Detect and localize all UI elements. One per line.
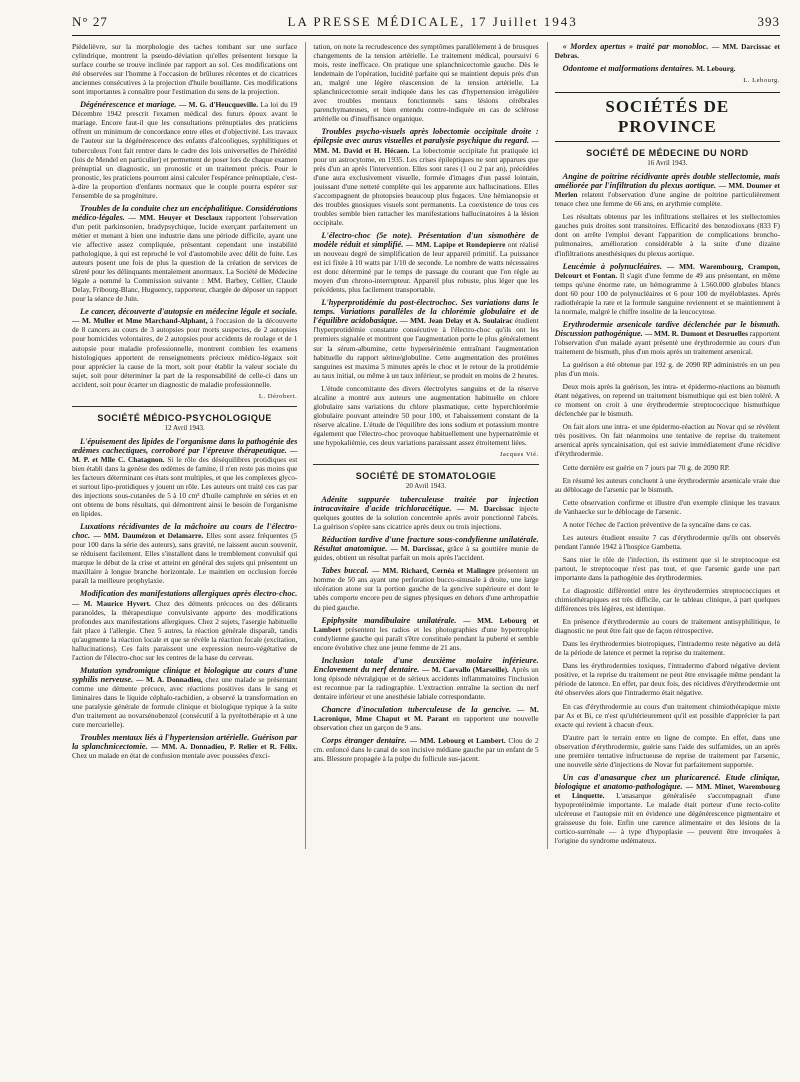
abstract-text: en rapportent une nouvelle observation chez un garçon de 9 ans. bbox=[313, 714, 539, 733]
abstract-title: Leucémie à polynucléaires. bbox=[562, 261, 667, 271]
paragraph: Les résultats obtenus par les infiltrations stellaires et les stellectomies gauches puis droites sont transitoires. Efficacité des benzodioxans (833 F) dont on arrête l'emploi devant l'apparition de complications broncho-pulmonaires, amélioration considérable à la suite d'une dizaine d'infiltrations anesthésiques du plexus aortique. bbox=[554, 212, 780, 258]
abstract-authors: M. Lebourg. bbox=[696, 64, 736, 74]
abstract-authors: — MM. Jean Delay et A. Soulairac bbox=[400, 316, 515, 326]
abstract-entry bbox=[555, 172, 780, 208]
section-date: 20 Avril 1943. bbox=[405, 482, 447, 491]
abstract-title: Inclusion totale d'une deuxième molaire inférieure. Enclavement du nerf dentaire. bbox=[313, 655, 539, 674]
abstract-entry bbox=[555, 42, 780, 60]
abstract-text: Il s'agit d'une femme de 49 ans présentant, en même temps qu'une énorme rate, un hémogramme à 1.560.000 globules blancs dont 60 pour 100 de polynucléaires et 6 pour 100 de myéloblastes. Après radiothérapie la rate et la formule sanguine reviennent et se maintiennent à la normale, malgré le chiffre insolite de la leucocytose. bbox=[554, 270, 780, 316]
paragraph: Les auteurs étudient ensuite 7 cas d'érythrodermie qu'ils ont observés pendant l'année 1942 à l'hospice Gambetta. bbox=[554, 532, 780, 551]
abstract-authors: — MM. Lapipe et Rondepierre bbox=[405, 239, 508, 249]
abstract-authors: — M. Darcissac, bbox=[390, 544, 448, 554]
abstract-entry bbox=[313, 656, 538, 701]
paragraph: A noter l'échec de l'action préventive de la syncaïne dans ce cas. bbox=[562, 519, 752, 529]
paragraph: On fait alors une intra- et une épidermo-réaction au Novar qui se révèlent très positives. On fait néanmoins une tentative de reprise du traitement arsenical après syncainisation, qui est suivie immédiatement d'une récidive d'érythrodermie. bbox=[554, 422, 780, 459]
abstract-title: Troubles mentaux liés à l'hypertension artérielle. Guérison par la splanchnicectomie. bbox=[72, 733, 298, 752]
abstract-authors: — MM. R. Dumont et Desruelles bbox=[644, 328, 750, 338]
abstract-entry bbox=[555, 64, 780, 73]
paragraph: Deux mois après la guérison, les intra- et épidermo-réactions au bismuth étant négatives, on reprend un traitement bismuthique qui est bien toléré. A ce moment on croit à une érythrodermie streptococcique bismuthique déclenchée par le bismuth. bbox=[554, 382, 780, 419]
abstract-text: rapportent l'observation d'un petit parkinsonien, bradypsychique, lucide exerçant parfaitement un métier et menant à bien une industrie dans une période difficile, ayant une vie affective assez compliquée, présentant cependant une instabilité pathologique, à qui est reproché le vol d'automobile avec délit de fuite. Les auteurs posent une fois de plus la question de la création de services de sûreté pour les délinquants mentalement anormaux. La Société de Médecine légale a nommé la Commission suivante : MM. Barbey, Cellier, Claude Delay, Fribourg-Blanc, Huguency, rapporteur, chargée de déposer un rapport pour la séance de Juin. bbox=[72, 212, 298, 304]
abstract-text: Elles sont assez fréquentes (5 pour 100 dans la série des auteurs), sans gravité, ne laissent aucun souvenir, se réduisent facilement. Elles s'installent dans le tremblement convulsif qui marque le début de la crise et atteint en général des sujets qui présentent un maxillaire à longue branche horizontale. Le maintien en occlusion forcée paraît la meilleure prophylaxie. bbox=[72, 531, 298, 586]
abstract-authors: — M. Carvallo (Marseille). bbox=[422, 664, 512, 674]
abstract-title: Erythrodermie arsenicale tardive déclenchée par le bismuth. Discussion pathogénique. bbox=[554, 319, 780, 338]
abstract-authors: — MM. Warembourg, Crampon, Delcourt et Fontan. bbox=[554, 261, 780, 280]
abstract-title: Corps étranger dentaire. bbox=[321, 736, 410, 746]
abstract-title: Angine de poitrine récidivante après double stellectomie, mais améliorée par l'infiltration du plexus aortique. bbox=[554, 172, 780, 191]
abstract-entry bbox=[313, 127, 538, 227]
abstract-text: présentent les radios et les photographies d'une hypertrophie condylienne gauche qui paraît s'être constituée pendant la puberté et semble encore évolutive chez une jeune femme de 21 ans. bbox=[313, 624, 539, 652]
abstract-text: ont réalisé un nouveau degré de simplification de leur appareil primitif. La puissance est ici fixée à 10 watts par 1/10 de seconde. Le nombre de watts nécessaires est donc déterminé par le temps de passage du courant que l'on règle au moyen d'un chrono-interrupteur. Appareil plus robuste, plus léger que les précédents, plus facilement transportable. bbox=[313, 239, 539, 295]
abstract-title: Réduction tardive d'une fracture sous-condylienne unilatérale. Résultat anatomique. bbox=[313, 535, 539, 554]
abstract-title: Modification des manifestations allergiques après électro-choc. bbox=[80, 589, 298, 599]
paragraph: Dans les érythrodermies toxiques, l'intradermo d'abord négative devient positive, et la reprise du traitement ne peut être envisagée même pendant la période de latence. En effet, par deux fois, des récidives d'érythrodermie ont été observées alors que l'intradermo était négative. bbox=[554, 661, 780, 698]
abstract-title: L'épuisement des lipides de l'organisme dans la pathogénie des œdèmes cachectiques, corroboré par l'épreuve thérapeutique. bbox=[72, 436, 298, 455]
section-heading: SOCIÉTÉ DE MÉDECINE DU NORD bbox=[586, 148, 749, 159]
section-date: 12 Avril 1943. bbox=[164, 423, 205, 432]
abstract-title: Le cancer, découverte d'autopsie en médecine légale et sociale. bbox=[80, 307, 298, 317]
abstract-title: Epiphysite mandibulaire unilatérale. bbox=[321, 615, 464, 625]
abstract-authors: — MM. Minet, Warembourg et Linquette. bbox=[554, 781, 780, 800]
abstract-text: injecte quelques gouttes de la solution concentrée après avoir ponctionné l'abcès. La guérison s'opère sans cicatrice après deux ou trois injections. bbox=[313, 504, 539, 532]
section-rule bbox=[72, 406, 297, 407]
abstract-entry bbox=[313, 535, 538, 562]
abstract-authors: — M. A. Donnadieu, bbox=[136, 674, 206, 684]
paragraph: L'étude concomitante des divers électrolytes sanguins et de la réserve alcaline a montré aux auteurs une augmentation habituelle en chlore globulaire sans variations du chlore plasmatique, cette hyperchlorémie globulaire pouvant atteindre 50 pour 100, et l'abaissement constant de la réserve alcaline. L'étude de l'équilibre des ions sodium et potassium montre également que l'électro-choc provoque habituellement une hypernatrémie et une hypokaliémie, ces deux variations paraissant assez étroitement liées. bbox=[313, 383, 539, 447]
paragraph: D'autre part le terrain entre en ligne de compte. En effet, dans une observation d'érythrodermie, guérie sans l'aide des sulfamides, un an après une première tentative infructueuse de reprise de traitement par l'arsenic, une nouvelle série d'injections de Novar fut parfaitement supportée. bbox=[554, 732, 780, 769]
abstract-title: « Mordex apertus » traité par monobloc. bbox=[562, 42, 712, 51]
paragraph: Piédelièvre, sur la morphologie des taches tombant sur une surface cylindrique, montrent la pseudo-déviation qu'elles présentent lorsque la surface courbe se trouve inclinée par rapport au sol. Ces modifications ont été observées sur l'homme à l'occasion de brûlures récentes et de cicatrices anciennes consécutives à la projection d'huile bouillante. Ces modifications sont importantes à connaître pour l'estimation du sens de la projection. bbox=[72, 42, 298, 97]
abstract-entry bbox=[313, 298, 538, 379]
abstract-authors: — M. Darcissac bbox=[456, 504, 520, 514]
abstract-title: Troubles psycho-visuels après lobectomie occipitale droite : épilepsie avec auras visuelles et paralysie psychique du regard. bbox=[313, 127, 539, 146]
abstract-title: L'hyperprotidémie du post-électrochoc. Ses variations dans le temps. Variations parallèles de la chlorémie globulaire et de l'équilibre acidobasique. bbox=[313, 298, 539, 326]
abstract-entry bbox=[313, 566, 538, 611]
abstract-authors: — M. G. d'Heucqueville. bbox=[178, 100, 261, 110]
abstract-entry bbox=[555, 320, 780, 356]
abstract-entry bbox=[72, 522, 297, 585]
running-header bbox=[72, 14, 780, 36]
abstract-authors: — MM. Lebourg et Lambert bbox=[313, 615, 539, 634]
section-date: 16 Avril 1943. bbox=[647, 159, 688, 168]
abstract-title: Dégénérescence et mariage. bbox=[80, 100, 179, 110]
section-heading: SOCIÉTÉ DE STOMATOLOGIE bbox=[355, 471, 497, 482]
abstract-authors: — MM. Daumézon et Delamarre. bbox=[93, 531, 207, 541]
abstract-entry bbox=[313, 231, 538, 294]
section-heading: SOCIÉTÉ MÉDICO-PSYCHOLOGIQUE bbox=[97, 412, 272, 423]
abstract-entry bbox=[72, 733, 297, 760]
abstract-text: La lobectomie occipitale fut pratiquée ici pour un astrocytome, en 1935. Les crises épileptiques ne sont apparues que près d'un an après l'intervention. Elles sont rares (1 ou 2 par an), précédées d'une aura exclusivement visuelle, formée d'images d'un passé lointain, jouissant d'une netteté complète qui les apparente aux hallucinations. Elles s'accompagnent de photopsies beaucoup plus fugaces. Une hémianopsie et des troubles gnosiques visuels sont permanents. La coexistence de tous ces troubles semble bien rattacher les manifestations hallucinatoires à la lésion occipitale. bbox=[313, 145, 539, 227]
abstract-text: chez une malade se présentant comme une démente précoce, avec réactions positives dans le sang et liminaires dans le liquide céphalo-rachidien, a observé la transformation en une paralysie générale de formule clinique et biologique typique à la suite d'un traitement au novarsénobenzol (consécutif à la pyrétothérapie et à une cure mercurielle). bbox=[72, 674, 298, 730]
abstract-text: Après un long épisode névralgique et de sérieux accidents inflammatoires l'inclusion est reconnue par la radiographie. L'extraction entraîne la section du nerf dentaire inférieur et une anesthésie labiale correspondante. bbox=[313, 664, 539, 701]
abstract-authors: — MM. Heuyer et Desclaux bbox=[128, 212, 227, 222]
column-1 bbox=[72, 42, 297, 849]
column-2 bbox=[305, 42, 538, 849]
abstract-authors: — MM. Lebourg et Lambert. bbox=[409, 736, 509, 746]
abstract-entry bbox=[72, 204, 297, 304]
abstract-entry bbox=[72, 100, 297, 200]
abstract-title: Tabes buccal. bbox=[321, 566, 373, 576]
abstract-entry bbox=[72, 307, 297, 388]
journal-title: LA PRESSE MÉDICALE, 17 Juillet 1943 bbox=[287, 14, 578, 29]
signature: L. Dérobert. bbox=[258, 392, 298, 400]
paragraph: En présence d'érythrodermie au cours de traitement antisyphilitique, le diagnostic ne peut être fait que de façon rétrospective. bbox=[554, 617, 780, 636]
abstract-authors: — MM. A. Donnadieu, P. Relier et R. Félix. bbox=[151, 742, 298, 752]
paragraph: Dans les érythrodermies biotropiques, l'intradermo reste négative au delà de la période de latence et permet la reprise du traitement. bbox=[554, 639, 780, 658]
paragraph: Sans nier le rôle de l'infection, ils estiment que si le streptocoque est partout, le streptocoque n'est pas tout, et que l'arsenic garde une part importante dans la pathogénie des érythrodermies. bbox=[554, 554, 780, 582]
abstract-entry bbox=[313, 736, 538, 763]
abstract-entry bbox=[72, 437, 297, 518]
paragraph: Le diagnostic différentiel entre les érythrodermies streptococciques et chimiothérapiques est très difficile, car le tableau clinique, à part quelques différences très légères, est identique. bbox=[554, 586, 780, 614]
column-3 bbox=[547, 42, 780, 849]
section-rule bbox=[313, 464, 538, 465]
abstract-authors: — MM. Darcissac et Debras. bbox=[554, 42, 780, 61]
abstract-authors: — M. P. et Mlle C. Chatagnon. bbox=[72, 445, 298, 464]
abstract-entry bbox=[72, 666, 297, 729]
province-banner: SOCIÉTÉS DE PROVINCE bbox=[555, 92, 780, 142]
abstract-text: étudient l'hyperprotidémie constante consécutive à l'électro-choc qu'ils ont les premiers signalée et montrent que l'augmentation porte le plus généralement sur la sérum-albumine, cette hypersérinémie entraînant l'augmentation habituelle du rapport sérine/globuline. Cette augmentation des protéines sanguines est maxima 5 minutes après le choc et le retour de la protidémie au taux initial, ou même à un taux inférieur, se produit en moins de 2 heures. bbox=[313, 316, 539, 380]
abstract-text: L'anasarque généralisée s'accompagnait d'une hypoprotéinémie importante. Le malade était porteur d'une recto-colite ulcéreuse et l'autopsie mit en évidence une dégénérescence pigmentaire et graisseuse du foie. Enfin une carence alimentaire et des lésions de la cortico-surrénale — à type d'hypoplasie — peuvent être invoquées à l'origine du syndrome œdémateux. bbox=[554, 790, 780, 846]
abstract-text: La loi du 19 Décembre 1942 prescrit l'examen médical des futurs époux avant le mariage. Encore faut-il que les consultations prénuptiales des praticiens offrent un minimum de concordance entre elles et d'objectivité. Les travaux de l'auteur sur la dégénérescence des enfants d'alcooliques, syphilitiques et tuberculeux l'ont fait rentrer dans le cadre des lois universelles de l'hérédité (lois de Mendel en particulier) et permettent de poser lors de chaque examen prénuptial un diagnostic, un pronostic et un traitement précis. Pour le pronostic, les praticiens pourront ainsi calculer l'espérance prénuptiale, c'est-à-dire la proportion d'enfants normaux que le couple pourra espérer sur l'ensemble de sa progéniture. bbox=[72, 100, 298, 200]
abstract-title: Adénite suppurée tuberculeuse traitée par injection intracavitaire d'acide trichloracétique. bbox=[313, 495, 539, 514]
paragraph: Cette observation confirme et illustre d'un exemple clinique les travaux de Vanhaecke sur le déblocage de l'arsenic. bbox=[554, 497, 780, 516]
abstract-authors: — M. Maurice Hyvert. bbox=[72, 598, 156, 608]
abstract-text: relatent l'observation d'une angine de poitrine particulièrement tenace chez une femme de 66 ans, en arythmie complète. bbox=[554, 190, 780, 209]
abstract-title: Troubles de la conduite chez un encéphalitique. Considérations médico-légales. bbox=[72, 203, 298, 222]
paragraph: Cette dernière est guérie en 7 jours par 70 g. de 2090 RP. bbox=[562, 462, 730, 472]
page-number: 393 bbox=[757, 14, 780, 29]
abstract-title: Chancre d'inoculation tuberculeuse de la gencive. bbox=[321, 705, 518, 714]
abstract-text: présentent un homme de 50 ans ayant une perforation bucco-sinusale à droite, une large ulcération atone sur la portion gauche de la gencive supérieure et dont le tabès comporte encore peu de signes physiques en dehors d'une arthropathie du pied gauche. bbox=[313, 566, 539, 612]
abstract-text: rapportent l'observation d'un malade ayant présenté une érythrodermie au cours d'un traitement de bismuth, plus d'un mois après un traitement arsenical. bbox=[554, 328, 780, 356]
abstract-text: grâce à sa gouttière munie de guides, obtient un résultat parfait un mois après l'accident. bbox=[313, 544, 539, 563]
signature: L. Lebourg. bbox=[743, 77, 780, 85]
abstract-title: Mutation syndromique clinique et biologique au cours d'une syphilis nerveuse. bbox=[72, 665, 298, 684]
abstract-entry bbox=[313, 705, 538, 732]
abstract-authors: — MM. Doumer et Merlen bbox=[554, 181, 780, 200]
abstract-text: Clou de 2 cm. enfoncé dans le canal de son incisive médiane gauche par un enfant de 5 ans. Blessure propagée à la pulpe du follicule sus-jacent. bbox=[313, 736, 539, 764]
abstract-entry bbox=[313, 495, 538, 531]
abstract-title: Luxations récidivantes de la mâchoire au cours de l'électro-choc. bbox=[72, 522, 298, 541]
abstract-entry bbox=[72, 589, 297, 661]
abstract-title: Un cas d'anasarque chez un pluricarencé. Etude clinique, biologique et anatomo-pathologique. bbox=[554, 772, 780, 791]
signature: Jacques Vié. bbox=[499, 451, 539, 459]
abstract-authors: — M. Lacronique, Mme Chaput et M. Parant bbox=[313, 705, 539, 724]
abstract-text: à l'occasion de la découverte de 8 cancers au cours de 3 autopsies pour morts suspectes, de 2 autopsies pour homicides volontaires, de 2 autopsies pour accidents de roulage et de 1 autopsie pour maladie professionnelle, montrent combien les examens histologiques apportent de renseignements précieux médico-légaux soit pour apprécier la cause de la mort, soit pour établir la valeur sociale du sujet, soit pour déterminer la part de la responsabilité de celle-ci dans un accident, soit pour écarter un diagnostic de maladie professionnelle. bbox=[72, 316, 298, 389]
abstract-authors: — MM. M. David et H. Hécaen. bbox=[313, 136, 539, 155]
abstract-entry bbox=[555, 262, 780, 316]
abstract-text: Si le rôle des déséquilibres protidiques est bien établi dans la genèse des œdèmes de famine, il n'en reste pas moins que les facteurs déterminant ces états sont multiples, et que les complexes glyco- et surtout lipo-protidiques y jouent un rôle. Les auteurs ont traité ces cas par des injections sous-cutanées de 5 à 10 cm³ d'huile camphrée en séries et en ont obtenu de bons résultats, qui démontrent ainsi le besoin de l'organisme en lipides. bbox=[72, 454, 298, 519]
paragraph: La guérison a été obtenue par 192 g. de 2090 RP administrés en un peu plus d'un mois. bbox=[554, 360, 780, 379]
abstract-text: Chez un malade en état de confusion mentale avec poussées d'exci- bbox=[72, 751, 270, 761]
abstract-title: L'électro-choc (5e note). Présentation d'un sismothère de modèle réduit et simplifié. bbox=[313, 230, 539, 249]
abstract-text: Chez des déments précoces ou des délirants paranoïdes, la thérapeutique convulsivante apporte des modifications profondes aux manifestations allergiques. Chez 2 sujets, l'asergie habituelle fait place à l'allergie. Chez 5 autres, la réaction générale disparaît, tandis qu'augmente la réaction locale et que se révèle la réaction focale (excitation, hallucinations). Ces faits paraissent une expression neuro-végétative de l'action de l'électro-choc sur les centres de la base du cerveau. bbox=[72, 598, 298, 662]
paragraph: tation, on note la recrudescence des symptômes parallèlement à de brusques changements de la tension artérielle. Le traitement médical, poursuivi 6 mois, reste inefficace. On pratique une splanchnicectomie gauche. Dès le lendemain de l'opération, lucidité parfaite qui se maintient depuis près d'un an, malgré une légère réascension de la tension artérielle. La splanchnicectomie serait indiquée dans les cas d'hypertension irrégulière avec troubles mentaux fonctionnels sans lésions cérébrales parenchymateuses, et bien entendu contre-indiquée en cas de sclérose artérielle ou d'insuffisance organique. bbox=[313, 42, 539, 124]
abstract-entry bbox=[313, 616, 538, 652]
abstract-entry bbox=[555, 773, 780, 845]
paragraph: En résumé les auteurs concluent à une érythrodermie arsenicale vraie due au déblocage de l'arsenic par le bismuth. bbox=[554, 475, 780, 494]
abstract-title: Odontome et malformations dentaires. bbox=[562, 64, 697, 74]
abstract-authors: — MM. Richard, Cernéa et Malingre bbox=[372, 566, 499, 576]
issue-number: N° 27 bbox=[72, 14, 108, 29]
abstract-authors: — M. Muller et Mme Marchand-Alphant, bbox=[72, 316, 211, 326]
paragraph: En cas d'érythrodermie au cours d'un traitement chimiothérapique mixte par As et Bi, ce n'est qu'ultérieurement qu'il est possible d'apprécier la part exacte qui revient à chacun d'eux. bbox=[554, 701, 780, 729]
